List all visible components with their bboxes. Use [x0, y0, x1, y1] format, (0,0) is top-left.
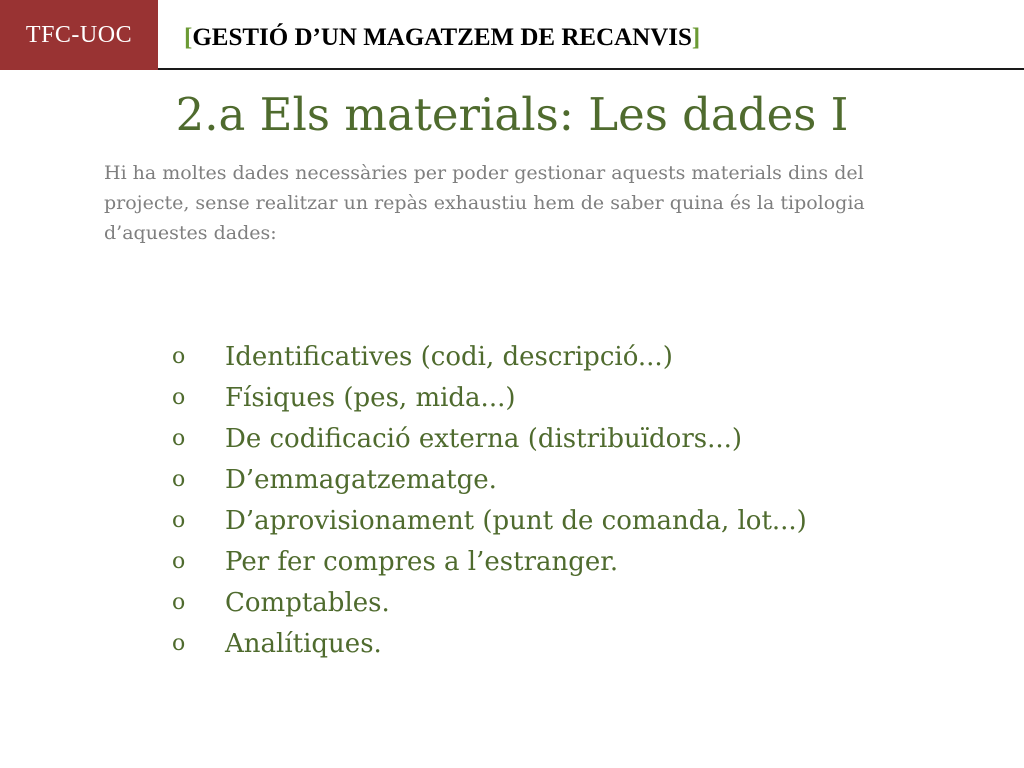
- list-item: [172, 459, 807, 500]
- list-item-text: Identificatives (codi, descripció...): [225, 341, 673, 372]
- intro-paragraph: Hi ha moltes dades necessàries per poder gestionar aquests materials dins del projecte, sense realitzar un repàs exhaustiu hem de saber quina és la tipologia d’aquestes dades:: [104, 162, 865, 244]
- bullet-circle-icon: o: [172, 467, 186, 492]
- bullet-list: [172, 336, 807, 664]
- list-item: [172, 336, 807, 377]
- bracket-open: [: [184, 24, 193, 51]
- list-item-text: Físiques (pes, mida...): [225, 382, 516, 413]
- bullet-circle-icon: o: [172, 344, 186, 369]
- list-item-text: D’aprovisionament (punt de comanda, lot...): [225, 505, 807, 536]
- bullet-circle-icon: o: [172, 385, 186, 410]
- bullet-circle-icon: o: [172, 549, 186, 574]
- list-item: [172, 582, 807, 623]
- list-item-text: D’emmagatzematge.: [225, 464, 497, 495]
- list-item-text: Analítiques.: [225, 628, 382, 659]
- header-title: [184, 20, 700, 56]
- list-item-text: Comptables.: [225, 587, 390, 618]
- list-item: [172, 377, 807, 418]
- list-item: [172, 418, 807, 459]
- bullet-circle-icon: o: [172, 590, 186, 615]
- list-item: [172, 541, 807, 582]
- slide-title: 2.a Els materials: Les dades I: [175, 88, 849, 141]
- header-divider: [158, 68, 1024, 70]
- bullet-circle-icon: o: [172, 631, 186, 656]
- bracket-close: ]: [691, 24, 701, 51]
- list-item: [172, 623, 807, 664]
- list-item-text: Per fer compres a l’estranger.: [225, 546, 619, 577]
- bullet-circle-icon: o: [172, 426, 186, 451]
- header-title-text: GESTIÓ D’UN MAGATZEM DE RECANVIS: [192, 24, 692, 51]
- header-badge: TFC-UOC: [0, 0, 158, 70]
- list-item: [172, 500, 807, 541]
- list-item-text: De codificació externa (distribuïdors...): [225, 423, 743, 454]
- bullet-circle-icon: o: [172, 508, 186, 533]
